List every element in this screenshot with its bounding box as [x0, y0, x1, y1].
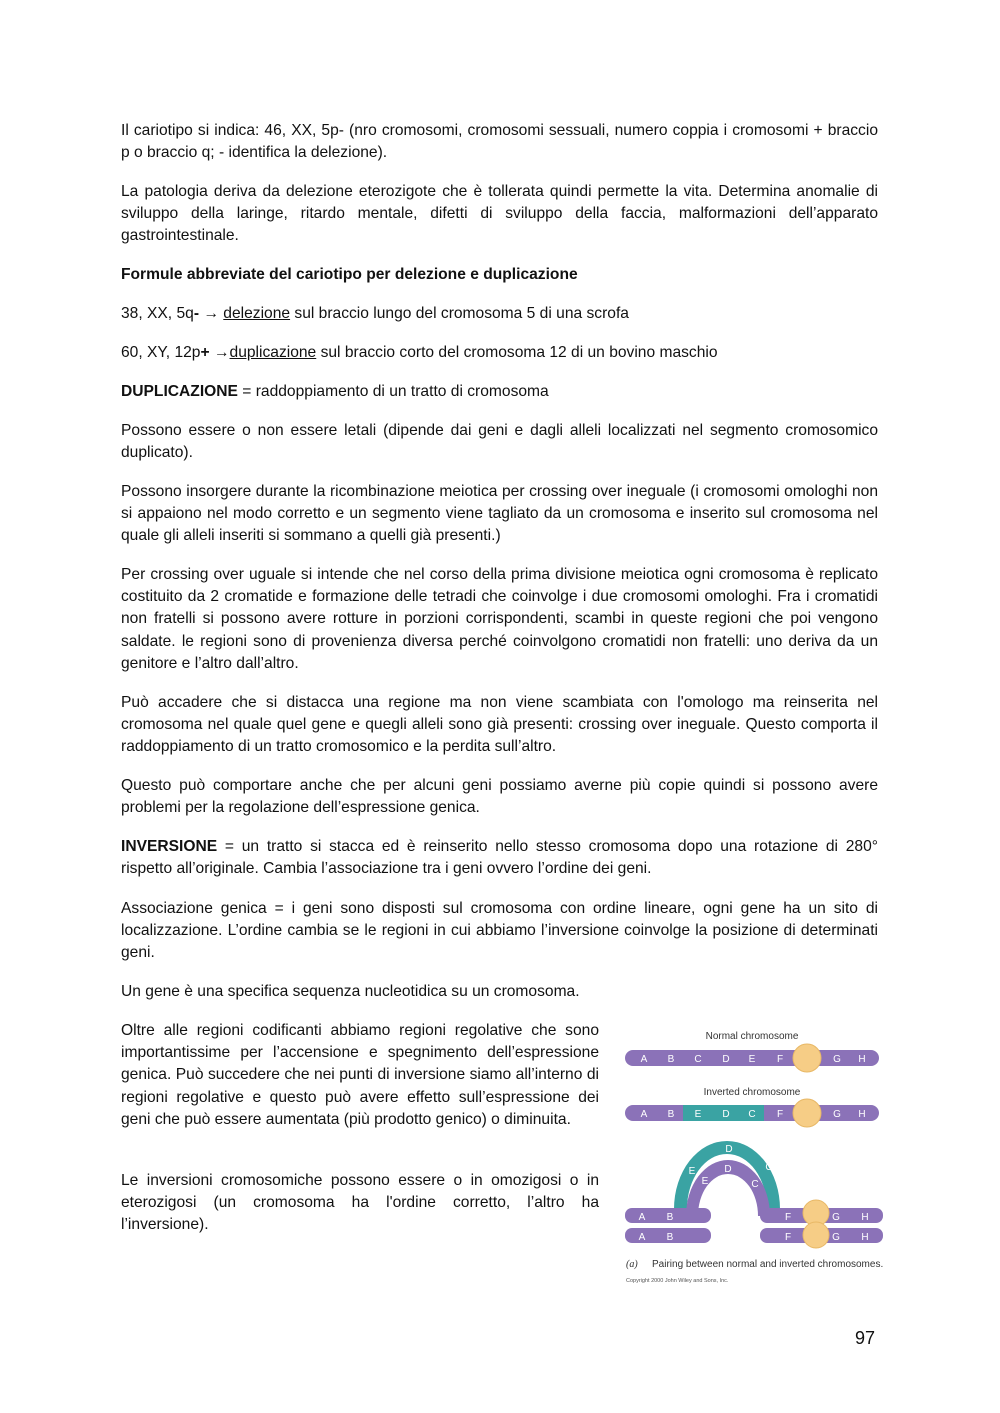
- gene-label: B: [667, 1054, 675, 1065]
- paragraph-cariotipo: Il cariotipo si indica: 46, XX, 5p- (nro cromosomi, cromosomi sessuali, numero coppia i cromosomi + braccio p o braccio q; - identifica la delezione).: [121, 122, 878, 162]
- gene-label: D: [724, 1164, 732, 1175]
- paragraph-associazione: Associazione genica = i geni sono disposti sul cromosoma con ordine lineare, ogni gene ha un sito di localizzazione. L’ordine cambia se le regioni in cui abbiamo l’inversione coinvolge la posizione di determinati geni.: [121, 900, 878, 962]
- gene-label: G: [833, 1109, 841, 1120]
- gene-label: H: [858, 1054, 866, 1065]
- figure-caption: Pairing between normal and inverted chromosomes.: [652, 1259, 884, 1270]
- paragraph-regioni-regolative: Oltre alle regioni codificanti abbiamo regioni regolative che sono importantissime per l’accensione e spegnimento dell’espressione genica. Può succedere che nei punti di inversione siamo all’interno di regioni regolative e questo può avere effetto sull’espressione dei geni che può essere aumentata (più prodotto genico) o diminuita.: [121, 1022, 599, 1128]
- gene-label: B: [666, 1212, 674, 1223]
- gene-label: H: [861, 1212, 869, 1223]
- gene-label: C: [751, 1179, 759, 1190]
- definition-duplicazione: DUPLICAZIONE = raddoppiamento di un tratto di cromosoma: [121, 383, 549, 400]
- gene-label: D: [725, 1144, 733, 1155]
- centromere-paired-bottom: [803, 1222, 829, 1248]
- paragraph-gene: Un gene è una specifica sequenza nucleotidica su un cromosoma.: [121, 983, 580, 1000]
- gene-label: G: [832, 1212, 840, 1223]
- gene-label: H: [858, 1109, 866, 1120]
- formula-duplicazione: 60, XY, 12p+ →duplicazione sul braccio corto del cromosoma 12 di un bovino maschio: [121, 344, 718, 361]
- paragraph-copie: Questo può comportare anche che per alcuni geni possiamo averne più copie quindi si possono avere problemi per la regolazione dell’espressione genica.: [121, 777, 878, 817]
- gene-label: C: [694, 1054, 702, 1065]
- gene-label: B: [667, 1109, 675, 1120]
- centromere-inverted: [793, 1099, 821, 1127]
- gene-label: B: [666, 1232, 674, 1243]
- figure-copyright: Copyright 2000 John Wiley and Sons, Inc.: [626, 1278, 729, 1284]
- gene-label: E: [748, 1054, 756, 1065]
- gene-label: F: [784, 1212, 792, 1223]
- gene-label: C: [748, 1109, 756, 1120]
- gene-label: A: [638, 1212, 646, 1223]
- gene-label: D: [722, 1054, 730, 1065]
- paragraph-omozigosi: Le inversioni cromosomiche possono essere o in omozigosi o in eterozigosi (un cromosoma ha l'ordine corretto, l’altro ha l’inversione).: [121, 1172, 599, 1234]
- gene-label: E: [694, 1109, 702, 1120]
- paragraph-crossing-ineguale: Possono insorgere durante la ricombinazione meiotica per crossing over ineguale (i cromosomi omologhi non si appaiono nel modo corretto e un segmento viene tagliato da un cromosoma e inserito sul cromosoma nel quale gli alleli inseriti si sommano a quelli già presenti.): [121, 483, 878, 545]
- gene-label: F: [776, 1054, 784, 1065]
- gene-label: E: [701, 1176, 709, 1187]
- gene-label: A: [640, 1054, 648, 1065]
- normal-chromosome-title: Normal chromosome: [705, 1031, 799, 1042]
- gene-label: G: [832, 1232, 840, 1243]
- paragraph-distacco: Può accadere che si distacca una regione ma non viene scambiata con l'omologo ma reinserita nel cromosoma nel quale quel gene e quegli alleli sono già presenti: crossing over ineguale. Questo comporta il raddoppiamento di un tratto cromosomico e la perdita sull’altro.: [121, 694, 878, 756]
- heading-formule: Formule abbreviate del cariotipo per delezione e duplicazione: [121, 266, 578, 283]
- centromere-normal: [793, 1044, 821, 1072]
- formula-delezione: 38, XX, 5q- → delezione sul braccio lungo del cromosoma 5 di una scrofa: [121, 305, 629, 322]
- caption-label: (a): [626, 1259, 638, 1270]
- gene-label: C: [765, 1162, 773, 1173]
- inverted-chromosome-title: Inverted chromosome: [703, 1087, 801, 1098]
- paragraph-crossing-uguale: Per crossing over uguale si intende che nel corso della prima divisione meiotica ogni cromosoma è replicato costituito da 2 cromatide e formazione delle tetradi che coinvolge i due cromosomi omologhi. Fra i cromatidi non fratelli si possono avere rotture in porzioni corrispondenti, scambi in queste regioni che poi vengono saldate. le regioni sono di provenienza diversa perché coinvolgono cromatidi non fratelli: uno deriva da un genitore e l’altro dall’altro.: [121, 566, 878, 672]
- gene-label: G: [833, 1054, 841, 1065]
- gene-label: A: [640, 1109, 648, 1120]
- gene-label: H: [861, 1232, 869, 1243]
- paragraph-letali: Possono essere o non essere letali (dipende dai geni e dagli alleli localizzati nel segmento cromosomico duplicato).: [121, 422, 878, 462]
- paragraph-patologia: La patologia deriva da delezione eterozigote che è tollerata quindi permette la vita. Determina anomalie di sviluppo della laringe, ritardo mentale, difetti di sviluppo della faccia, malformazioni dell’apparato gastrointestinale.: [121, 183, 878, 245]
- gene-label: F: [784, 1232, 792, 1243]
- inversion-diagram: [622, 1024, 912, 1289]
- definition-inversione: INVERSIONE = un tratto si stacca ed è reinserito nello stesso cromosoma dopo una rotazione di 280° rispetto all’originale. Cambia l’associazione tra i geni ovvero l’ordine dei geni.: [121, 838, 878, 878]
- gene-label: E: [688, 1166, 696, 1177]
- page-number: 97: [855, 1328, 876, 1348]
- gene-label: A: [638, 1232, 646, 1243]
- inversion-figure: [622, 1024, 912, 1289]
- gene-label: D: [722, 1109, 730, 1120]
- gene-label: F: [776, 1109, 784, 1120]
